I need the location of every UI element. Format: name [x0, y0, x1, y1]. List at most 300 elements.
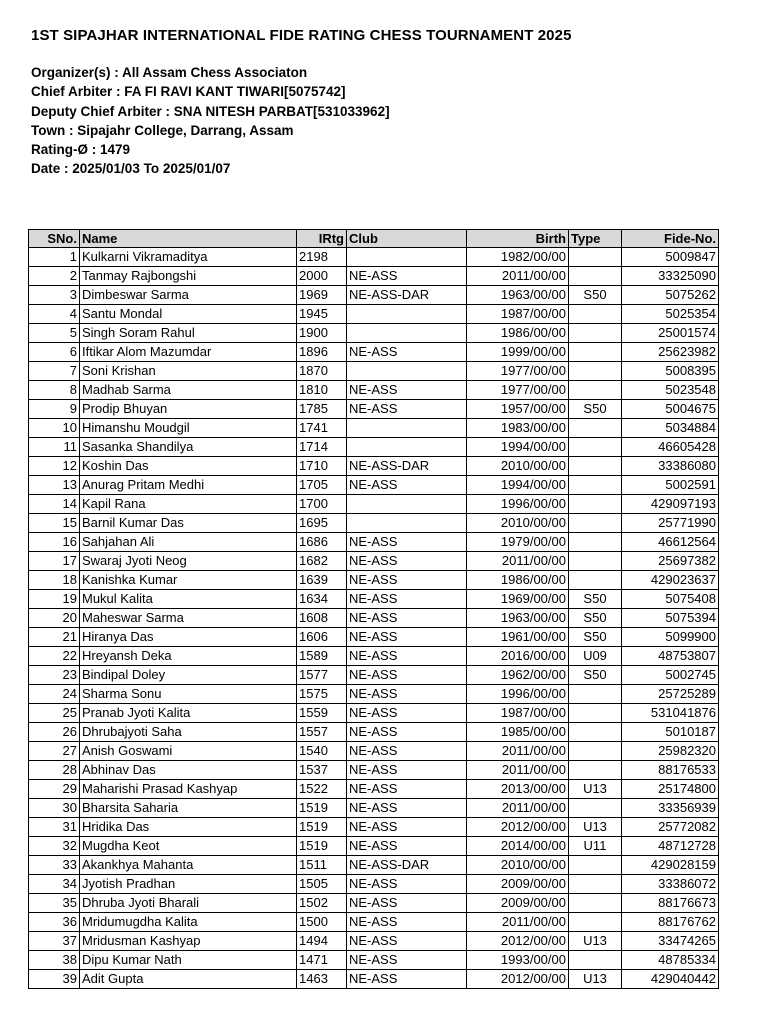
club-cell: NE-ASS	[347, 970, 467, 989]
type-cell	[569, 457, 622, 476]
type-cell	[569, 799, 622, 818]
name-cell: Sahjahan Ali	[80, 533, 297, 552]
birth-cell: 2013/00/00	[467, 780, 569, 799]
birth-cell: 2012/00/00	[467, 932, 569, 951]
fide-no-cell: 5099900	[622, 628, 719, 647]
irtg-cell: 1945	[297, 305, 347, 324]
name-cell: Mridusman Kashyap	[80, 932, 297, 951]
table-row	[29, 400, 719, 419]
table-row	[29, 780, 719, 799]
irtg-cell: 1494	[297, 932, 347, 951]
club-cell	[347, 438, 467, 457]
fide-no-cell: 88176673	[622, 894, 719, 913]
fide-no-cell: 33356939	[622, 799, 719, 818]
table-row	[29, 590, 719, 609]
club-cell: NE-ASS	[347, 267, 467, 286]
fide-no-cell: 5008395	[622, 362, 719, 381]
type-cell	[569, 913, 622, 932]
irtg-cell: 1682	[297, 552, 347, 571]
table-row	[29, 628, 719, 647]
sno-cell: 19	[29, 590, 80, 609]
birth-cell: 2011/00/00	[467, 267, 569, 286]
fide-no-cell: 25982320	[622, 742, 719, 761]
table-row	[29, 514, 719, 533]
name-cell: Madhab Sarma	[80, 381, 297, 400]
irtg-cell: 1522	[297, 780, 347, 799]
table-row	[29, 362, 719, 381]
club-cell: NE-ASS	[347, 381, 467, 400]
birth-cell: 2010/00/00	[467, 514, 569, 533]
type-cell	[569, 305, 622, 324]
name-cell: Kapil Rana	[80, 495, 297, 514]
table-row	[29, 305, 719, 324]
irtg-cell: 1502	[297, 894, 347, 913]
fide-no-cell: 5002591	[622, 476, 719, 495]
irtg-cell: 2000	[297, 267, 347, 286]
sno-cell: 13	[29, 476, 80, 495]
irtg-cell: 1519	[297, 799, 347, 818]
birth-cell: 1982/00/00	[467, 248, 569, 267]
club-cell	[347, 419, 467, 438]
club-cell: NE-ASS	[347, 875, 467, 894]
birth-cell: 1961/00/00	[467, 628, 569, 647]
name-cell: Soni Krishan	[80, 362, 297, 381]
birth-cell: 1969/00/00	[467, 590, 569, 609]
name-cell: Prodip Bhuyan	[80, 400, 297, 419]
irtg-cell: 1540	[297, 742, 347, 761]
club-cell: NE-ASS	[347, 628, 467, 647]
irtg-cell: 1500	[297, 913, 347, 932]
sno-cell: 31	[29, 818, 80, 837]
table-row	[29, 704, 719, 723]
table-row	[29, 761, 719, 780]
club-cell	[347, 305, 467, 324]
irtg-cell: 1686	[297, 533, 347, 552]
name-cell: Maheswar Sarma	[80, 609, 297, 628]
club-cell: NE-ASS	[347, 799, 467, 818]
club-cell: NE-ASS	[347, 666, 467, 685]
name-cell: Pranab Jyoti Kalita	[80, 704, 297, 723]
fide-no-cell: 5023548	[622, 381, 719, 400]
type-cell	[569, 856, 622, 875]
type-cell: S50	[569, 666, 622, 685]
sno-cell: 24	[29, 685, 80, 704]
sno-cell: 26	[29, 723, 80, 742]
name-cell: Mridumugdha Kalita	[80, 913, 297, 932]
irtg-cell: 1463	[297, 970, 347, 989]
club-cell: NE-ASS	[347, 647, 467, 666]
irtg-cell: 1969	[297, 286, 347, 305]
birth-cell: 1983/00/00	[467, 419, 569, 438]
club-cell	[347, 514, 467, 533]
sno-cell: 34	[29, 875, 80, 894]
name-cell: Mugdha Keot	[80, 837, 297, 856]
fide-no-cell: 25725289	[622, 685, 719, 704]
type-cell	[569, 438, 622, 457]
column-header-birth: Birth	[467, 230, 569, 248]
fide-no-cell: 48753807	[622, 647, 719, 666]
club-cell: NE-ASS	[347, 780, 467, 799]
club-cell: NE-ASS	[347, 552, 467, 571]
type-cell: S50	[569, 286, 622, 305]
club-cell: NE-ASS	[347, 533, 467, 552]
table-row	[29, 932, 719, 951]
club-cell: NE-ASS	[347, 932, 467, 951]
fide-no-cell: 25772082	[622, 818, 719, 837]
fide-no-cell: 5075408	[622, 590, 719, 609]
type-cell	[569, 742, 622, 761]
birth-cell: 1962/00/00	[467, 666, 569, 685]
type-cell	[569, 552, 622, 571]
birth-cell: 1986/00/00	[467, 324, 569, 343]
irtg-cell: 1519	[297, 837, 347, 856]
birth-cell: 2011/00/00	[467, 761, 569, 780]
sno-cell: 33	[29, 856, 80, 875]
table-row	[29, 913, 719, 932]
name-cell: Kulkarni Vikramaditya	[80, 248, 297, 267]
table-row	[29, 381, 719, 400]
sno-cell: 28	[29, 761, 80, 780]
name-cell: Hiranya Das	[80, 628, 297, 647]
fide-no-cell: 429028159	[622, 856, 719, 875]
table-row	[29, 533, 719, 552]
birth-cell: 2011/00/00	[467, 742, 569, 761]
players-table	[28, 229, 719, 989]
sno-cell: 32	[29, 837, 80, 856]
irtg-cell: 1505	[297, 875, 347, 894]
column-header-sno: SNo.	[29, 230, 80, 248]
birth-cell: 1963/00/00	[467, 609, 569, 628]
sno-cell: 9	[29, 400, 80, 419]
irtg-cell: 1700	[297, 495, 347, 514]
club-cell	[347, 324, 467, 343]
sno-cell: 4	[29, 305, 80, 324]
irtg-cell: 1608	[297, 609, 347, 628]
table-row	[29, 495, 719, 514]
table-row	[29, 267, 719, 286]
column-header-name: Name	[80, 230, 297, 248]
sno-cell: 6	[29, 343, 80, 362]
table-row	[29, 951, 719, 970]
column-header-fide-no: Fide-No.	[622, 230, 719, 248]
club-cell: NE-ASS	[347, 400, 467, 419]
birth-cell: 1993/00/00	[467, 951, 569, 970]
fide-no-cell: 429097193	[622, 495, 719, 514]
name-cell: Adit Gupta	[80, 970, 297, 989]
birth-cell: 2009/00/00	[467, 894, 569, 913]
sno-cell: 29	[29, 780, 80, 799]
birth-cell: 1994/00/00	[467, 438, 569, 457]
type-cell	[569, 533, 622, 552]
table-row	[29, 856, 719, 875]
type-cell	[569, 951, 622, 970]
name-cell: Mukul Kalita	[80, 590, 297, 609]
sno-cell: 3	[29, 286, 80, 305]
deputy-chief-arbiter-line: Deputy Chief Arbiter : SNA NITESH PARBAT[531033962]	[31, 103, 390, 119]
table-row	[29, 457, 719, 476]
type-cell: U13	[569, 780, 622, 799]
type-cell: S50	[569, 400, 622, 419]
club-cell: NE-ASS	[347, 951, 467, 970]
club-cell: NE-ASS	[347, 590, 467, 609]
table-row	[29, 609, 719, 628]
table-row	[29, 419, 719, 438]
fide-no-cell: 5002745	[622, 666, 719, 685]
type-cell	[569, 761, 622, 780]
organizer-line: Organizer(s) : All Assam Chess Associaton	[31, 65, 308, 80]
sno-cell: 1	[29, 248, 80, 267]
table-row	[29, 970, 719, 989]
fide-no-cell: 88176533	[622, 761, 719, 780]
table-row	[29, 571, 719, 590]
irtg-cell: 1557	[297, 723, 347, 742]
irtg-cell: 1639	[297, 571, 347, 590]
table-row	[29, 286, 719, 305]
club-cell	[347, 248, 467, 267]
type-cell: U09	[569, 647, 622, 666]
table-row	[29, 552, 719, 571]
type-cell	[569, 495, 622, 514]
fide-no-cell: 429023637	[622, 571, 719, 590]
type-cell	[569, 324, 622, 343]
club-cell: NE-ASS	[347, 913, 467, 932]
type-cell: S50	[569, 590, 622, 609]
type-cell: U13	[569, 932, 622, 951]
club-cell	[347, 362, 467, 381]
fide-no-cell: 48712728	[622, 837, 719, 856]
birth-cell: 2009/00/00	[467, 875, 569, 894]
chief-arbiter-line: Chief Arbiter : FA FI RAVI KANT TIWARI[5075742]	[31, 84, 346, 100]
fide-no-cell: 48785334	[622, 951, 719, 970]
document-title: 1ST SIPAJHAR INTERNATIONAL FIDE RATING CHESS TOURNAMENT 2025	[31, 27, 572, 44]
table-row	[29, 799, 719, 818]
fide-no-cell: 5010187	[622, 723, 719, 742]
birth-cell: 1963/00/00	[467, 286, 569, 305]
club-cell: NE-ASS	[347, 761, 467, 780]
irtg-cell: 1714	[297, 438, 347, 457]
name-cell: Akankhya Mahanta	[80, 856, 297, 875]
name-cell: Tanmay Rajbongshi	[80, 267, 297, 286]
name-cell: Koshin Das	[80, 457, 297, 476]
name-cell: Bindipal Doley	[80, 666, 297, 685]
sno-cell: 11	[29, 438, 80, 457]
sno-cell: 18	[29, 571, 80, 590]
sno-cell: 30	[29, 799, 80, 818]
table-row	[29, 837, 719, 856]
birth-cell: 1996/00/00	[467, 495, 569, 514]
name-cell: Dhruba Jyoti Bharali	[80, 894, 297, 913]
type-cell: U11	[569, 837, 622, 856]
birth-cell: 1979/00/00	[467, 533, 569, 552]
fide-no-cell: 531041876	[622, 704, 719, 723]
sno-cell: 22	[29, 647, 80, 666]
club-cell	[347, 495, 467, 514]
type-cell	[569, 571, 622, 590]
fide-no-cell: 25174800	[622, 780, 719, 799]
type-cell	[569, 704, 622, 723]
type-cell	[569, 419, 622, 438]
column-header-club: Club	[347, 230, 467, 248]
irtg-cell: 1705	[297, 476, 347, 495]
fide-no-cell: 5004675	[622, 400, 719, 419]
birth-cell: 2012/00/00	[467, 818, 569, 837]
name-cell: Barnil Kumar Das	[80, 514, 297, 533]
sno-cell: 2	[29, 267, 80, 286]
club-cell: NE-ASS	[347, 894, 467, 913]
fide-no-cell: 5034884	[622, 419, 719, 438]
name-cell: Bharsita Saharia	[80, 799, 297, 818]
birth-cell: 1977/00/00	[467, 362, 569, 381]
birth-cell: 1986/00/00	[467, 571, 569, 590]
tournament-info	[31, 63, 390, 179]
name-cell: Iftikar Alom Mazumdar	[80, 343, 297, 362]
name-cell: Himanshu Moudgil	[80, 419, 297, 438]
sno-cell: 8	[29, 381, 80, 400]
rating-average-line: Rating-Ø : 1479	[31, 142, 131, 158]
fide-no-cell: 25001574	[622, 324, 719, 343]
sno-cell: 35	[29, 894, 80, 913]
irtg-cell: 1537	[297, 761, 347, 780]
sno-cell: 27	[29, 742, 80, 761]
name-cell: Dipu Kumar Nath	[80, 951, 297, 970]
irtg-cell: 1606	[297, 628, 347, 647]
name-cell: Singh Soram Rahul	[80, 324, 297, 343]
name-cell: Dimbeswar Sarma	[80, 286, 297, 305]
table-row	[29, 875, 719, 894]
name-cell: Kanishka Kumar	[80, 571, 297, 590]
name-cell: Sasanka Shandilya	[80, 438, 297, 457]
irtg-cell: 1710	[297, 457, 347, 476]
name-cell: Jyotish Pradhan	[80, 875, 297, 894]
irtg-cell: 1577	[297, 666, 347, 685]
sno-cell: 20	[29, 609, 80, 628]
fide-no-cell: 5025354	[622, 305, 719, 324]
table-header-row	[29, 230, 719, 248]
irtg-cell: 1870	[297, 362, 347, 381]
irtg-cell: 1471	[297, 951, 347, 970]
type-cell: S50	[569, 609, 622, 628]
table-body	[29, 248, 719, 989]
fide-no-cell: 25623982	[622, 343, 719, 362]
birth-cell: 2011/00/00	[467, 913, 569, 932]
birth-cell: 2011/00/00	[467, 799, 569, 818]
fide-no-cell: 5075394	[622, 609, 719, 628]
irtg-cell: 2198	[297, 248, 347, 267]
table-row	[29, 647, 719, 666]
irtg-cell: 1741	[297, 419, 347, 438]
fide-no-cell: 25697382	[622, 552, 719, 571]
fide-no-cell: 33474265	[622, 932, 719, 951]
fide-no-cell: 5009847	[622, 248, 719, 267]
type-cell: U13	[569, 970, 622, 989]
type-cell	[569, 248, 622, 267]
table-row	[29, 248, 719, 267]
irtg-cell: 1695	[297, 514, 347, 533]
sno-cell: 12	[29, 457, 80, 476]
sno-cell: 23	[29, 666, 80, 685]
birth-cell: 2012/00/00	[467, 970, 569, 989]
club-cell: NE-ASS-DAR	[347, 457, 467, 476]
irtg-cell: 1589	[297, 647, 347, 666]
name-cell: Hridika Das	[80, 818, 297, 837]
birth-cell: 2016/00/00	[467, 647, 569, 666]
birth-cell: 1987/00/00	[467, 704, 569, 723]
type-cell	[569, 875, 622, 894]
table-row	[29, 685, 719, 704]
name-cell: Santu Mondal	[80, 305, 297, 324]
club-cell: NE-ASS	[347, 571, 467, 590]
birth-cell: 2014/00/00	[467, 837, 569, 856]
fide-no-cell: 5075262	[622, 286, 719, 305]
fide-no-cell: 429040442	[622, 970, 719, 989]
column-header-type: Type	[569, 230, 622, 248]
name-cell: Dhrubajyoti Saha	[80, 723, 297, 742]
sno-cell: 15	[29, 514, 80, 533]
fide-no-cell: 88176762	[622, 913, 719, 932]
table-row	[29, 438, 719, 457]
club-cell: NE-ASS	[347, 818, 467, 837]
table-row	[29, 343, 719, 362]
type-cell	[569, 267, 622, 286]
irtg-cell: 1785	[297, 400, 347, 419]
birth-cell: 1977/00/00	[467, 381, 569, 400]
type-cell	[569, 381, 622, 400]
sno-cell: 36	[29, 913, 80, 932]
club-cell: NE-ASS	[347, 343, 467, 362]
sno-cell: 14	[29, 495, 80, 514]
fide-no-cell: 46605428	[622, 438, 719, 457]
club-cell: NE-ASS	[347, 742, 467, 761]
name-cell: Swaraj Jyoti Neog	[80, 552, 297, 571]
name-cell: Maharishi Prasad Kashyap	[80, 780, 297, 799]
irtg-cell: 1575	[297, 685, 347, 704]
sno-cell: 17	[29, 552, 80, 571]
sno-cell: 5	[29, 324, 80, 343]
sno-cell: 16	[29, 533, 80, 552]
fide-no-cell: 33325090	[622, 267, 719, 286]
name-cell: Anurag Pritam Medhi	[80, 476, 297, 495]
name-cell: Abhinav Das	[80, 761, 297, 780]
irtg-cell: 1511	[297, 856, 347, 875]
sno-cell: 37	[29, 932, 80, 951]
name-cell: Sharma Sonu	[80, 685, 297, 704]
column-header-irtg: IRtg	[297, 230, 347, 248]
type-cell: S50	[569, 628, 622, 647]
irtg-cell: 1896	[297, 343, 347, 362]
sno-cell: 39	[29, 970, 80, 989]
irtg-cell: 1559	[297, 704, 347, 723]
type-cell	[569, 894, 622, 913]
date-line: Date : 2025/01/03 To 2025/01/07	[31, 161, 231, 177]
sno-cell: 7	[29, 362, 80, 381]
birth-cell: 1994/00/00	[467, 476, 569, 495]
type-cell: U13	[569, 818, 622, 837]
birth-cell: 2010/00/00	[467, 457, 569, 476]
club-cell: NE-ASS-DAR	[347, 856, 467, 875]
birth-cell: 1985/00/00	[467, 723, 569, 742]
name-cell: Hreyansh Deka	[80, 647, 297, 666]
irtg-cell: 1810	[297, 381, 347, 400]
birth-cell: 2011/00/00	[467, 552, 569, 571]
type-cell	[569, 476, 622, 495]
irtg-cell: 1634	[297, 590, 347, 609]
birth-cell: 1987/00/00	[467, 305, 569, 324]
type-cell	[569, 514, 622, 533]
club-cell: NE-ASS	[347, 476, 467, 495]
birth-cell: 1996/00/00	[467, 685, 569, 704]
table-row	[29, 666, 719, 685]
sno-cell: 10	[29, 419, 80, 438]
